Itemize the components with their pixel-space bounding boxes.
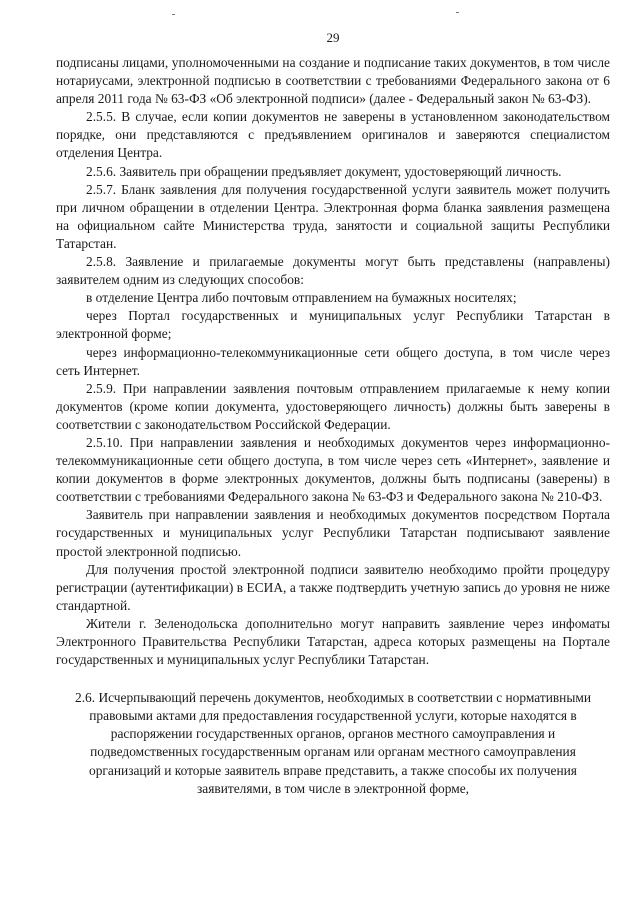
paragraph: подписаны лицами, уполномоченными на создание и подписание таких документов, в том числе нотариусами, электронной подписью в соответствии с требованиями Федерального закона от 6 апреля 2011 года № 63-ФЗ «Об электронной подписи» (далее - Федеральный закон № 63-ФЗ). xyxy=(56,55,610,107)
paragraph: 2.5.5. В случае, если копии документов не заверены в установленном законодательством порядке, они представляются с предъявлением оригиналов и заверяются специалистом отделения Центра. xyxy=(56,109,610,161)
paragraph: Заявитель при направлении заявления и необходимых документов посредством Портала государственных и муниципальных услуг Республики Татарстан подписывают заявление простой электронной подписью. xyxy=(56,507,610,559)
paragraph: 2.5.8. Заявление и прилагаемые документы могут быть представлены (направлены) заявителем одним из следующих способов: xyxy=(56,254,610,288)
section-gap xyxy=(56,669,610,689)
paragraph: 2.5.9. При направлении заявления почтовым отправлением прилагаемые к нему копии документов (кроме копии документа, удостоверяющего личность) должны быть заверены в соответствии с законодательством Российской Федерации. xyxy=(56,380,610,432)
paragraph: 2.5.10. При направлении заявления и необходимых документов через информационно-телекоммуникационные сети общего доступа, в том числе через сеть «Интернет», заявление и копии документов в форме электронных документов, должны быть подписаны (заверены) в соответствии с требованиями Федерального закона № 63-ФЗ и Федерального закона № 210-ФЗ. xyxy=(56,434,610,505)
paragraph: 2.5.7. Бланк заявления для получения государственной услуги заявитель может получить при личном обращении в отделении Центра. Электронная форма бланка заявления размещена на официальном сайте Министерства труда, занятости и социальной защиты Республики Татарстан. xyxy=(56,181,610,251)
paragraph: Для получения простой электронной подписи заявителю необходимо пройти процедуру регистрации (аутентификации) в ЕСИА, а также подтвердить учетную запись до уровня не ниже стандартной. xyxy=(56,561,610,613)
scan-speck xyxy=(172,14,175,15)
page-number: 29 xyxy=(326,30,340,45)
section-heading: 2.6. Исчерпывающий перечень документов, необходимых в соответствии с нормативными правовыми актами для предоставления государственной услуги, которые находятся в распоряжении государственных органов, органов местного самоуправления и подведомственных государственным органам или органам местного самоуправления организаций и которые заявитель вправе представить, а также способы их получения заявителями, в том числе в электронной форме, xyxy=(75,690,591,796)
scan-speck xyxy=(456,12,459,13)
list-item: через информационно-телекоммуникационные сети общего доступа, в том числе через сеть Интернет. xyxy=(56,344,610,378)
list-item: через Портал государственных и муниципальных услуг Республики Татарстан в электронной форме; xyxy=(56,308,610,342)
list-item: в отделение Центра либо почтовым отправлением на бумажных носителях; xyxy=(86,290,517,306)
paragraph: 2.5.6. Заявитель при обращении предъявляет документ, удостоверяющий личность. xyxy=(86,163,562,179)
paragraph: Жители г. Зеленодольска дополнительно могут направить заявление через инфоматы Электронного Правительства Республики Татарстан, адреса которых размещены на Портале государственных и муниципальных услуг Республики Татарстан. xyxy=(56,615,610,668)
